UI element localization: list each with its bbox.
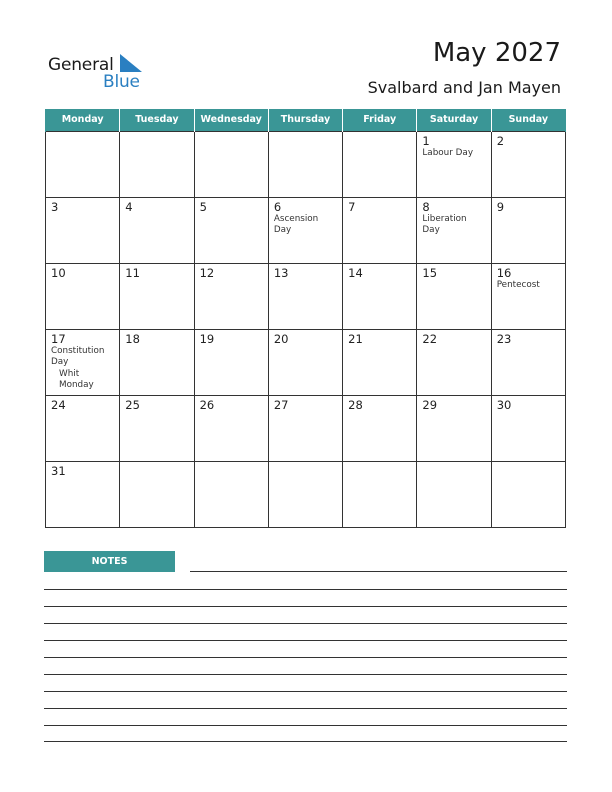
holiday-label: Whit Monday [59, 368, 94, 390]
weekday-header-row [46, 109, 566, 131]
day-number: 19 [199, 331, 215, 346]
day-number: 24 [51, 397, 66, 412]
day-cell [120, 329, 194, 395]
day-number: 14 [348, 265, 363, 280]
empty-day-cell [417, 461, 491, 527]
logo-triangle-icon [120, 54, 142, 72]
notes-line [44, 640, 567, 641]
notes-label: NOTES [44, 551, 175, 572]
day-number: 9 [496, 199, 505, 214]
weekday-tuesday: Tuesday [120, 109, 194, 131]
notes-line [44, 674, 567, 675]
day-number: 11 [125, 265, 140, 280]
day-cell [491, 263, 565, 329]
weekday-monday: Monday [46, 109, 120, 131]
day-cell [343, 329, 417, 395]
week-row [46, 131, 566, 197]
day-number: 1 [422, 133, 430, 148]
day-number: 16 [496, 265, 512, 280]
day-cell [268, 197, 342, 263]
holiday-label: Pentecost [496, 279, 540, 290]
day-cell [120, 395, 194, 461]
empty-day-cell [194, 461, 268, 527]
day-cell [491, 197, 565, 263]
day-number: 6 [273, 199, 282, 214]
day-cell [491, 395, 565, 461]
day-number: 3 [51, 199, 59, 214]
weekday-friday: Friday [343, 109, 417, 131]
notes-line [44, 657, 567, 658]
week-row [46, 329, 566, 395]
logo-text-blue: Blue [103, 72, 140, 92]
day-number: 13 [273, 265, 289, 280]
notes-line [44, 589, 567, 590]
day-cell [46, 395, 120, 461]
week-row [46, 461, 566, 527]
day-cell [417, 395, 491, 461]
empty-day-cell [120, 131, 194, 197]
empty-day-cell [46, 131, 120, 197]
day-number: 5 [199, 199, 207, 214]
day-number: 18 [125, 331, 140, 346]
day-number: 21 [348, 331, 363, 346]
weekday-wednesday: Wednesday [194, 109, 268, 131]
notes-line [190, 571, 567, 572]
day-cell [343, 395, 417, 461]
day-number: 2 [496, 133, 505, 148]
day-cell [46, 329, 120, 395]
notes-line [44, 741, 567, 742]
day-cell [417, 131, 491, 197]
calendar-title: May 2027 [432, 38, 561, 68]
holiday-label: Constitution Day [51, 345, 105, 367]
day-number: 25 [125, 397, 140, 412]
day-number: 4 [125, 199, 133, 214]
day-cell [417, 263, 491, 329]
logo-text-general: General [48, 55, 114, 75]
empty-day-cell [343, 131, 417, 197]
day-cell [343, 197, 417, 263]
day-cell [120, 197, 194, 263]
day-cell [491, 131, 565, 197]
day-cell [46, 461, 120, 527]
day-cell [268, 263, 342, 329]
calendar-grid [45, 109, 566, 528]
week-row [46, 395, 566, 461]
empty-day-cell [194, 131, 268, 197]
day-number: 31 [51, 463, 66, 478]
notes-line [44, 623, 567, 624]
calendar-region: Svalbard and Jan Mayen [367, 78, 561, 97]
day-cell [46, 197, 120, 263]
empty-day-cell [491, 461, 565, 527]
empty-day-cell [268, 461, 342, 527]
day-number: 29 [422, 397, 438, 412]
day-number: 22 [422, 331, 438, 346]
day-number: 23 [496, 331, 512, 346]
day-cell [194, 263, 268, 329]
notes-line [44, 725, 567, 726]
day-cell [194, 329, 268, 395]
day-cell [194, 395, 268, 461]
day-cell [491, 329, 565, 395]
day-number: 8 [422, 199, 430, 214]
holiday-label: Ascension Day [273, 213, 319, 235]
holiday-label: Labour Day [422, 147, 474, 158]
week-row [46, 197, 566, 263]
week-row [46, 263, 566, 329]
day-cell [417, 197, 491, 263]
day-number: 7 [348, 199, 356, 214]
day-cell [268, 395, 342, 461]
notes-line [44, 708, 567, 709]
empty-day-cell [268, 131, 342, 197]
day-cell [417, 329, 491, 395]
day-number: 15 [422, 265, 438, 280]
empty-day-cell [343, 461, 417, 527]
day-cell [194, 197, 268, 263]
day-cell [268, 329, 342, 395]
day-number: 17 [51, 331, 66, 346]
day-number: 28 [348, 397, 363, 412]
weekday-sunday: Sunday [491, 109, 565, 131]
day-cell [120, 263, 194, 329]
day-number: 10 [51, 265, 66, 280]
day-number: 26 [199, 397, 215, 412]
weekday-saturday: Saturday [417, 109, 491, 131]
day-cell [343, 263, 417, 329]
day-cell [46, 263, 120, 329]
notes-line [44, 691, 567, 692]
day-number: 12 [199, 265, 215, 280]
weekday-thursday: Thursday [268, 109, 342, 131]
notes-line [44, 606, 567, 607]
generalblue-logo [48, 52, 158, 92]
holiday-label: Liberation Day [422, 213, 467, 235]
day-number: 27 [273, 397, 289, 412]
day-number: 20 [273, 331, 289, 346]
empty-day-cell [120, 461, 194, 527]
day-number: 30 [496, 397, 512, 412]
